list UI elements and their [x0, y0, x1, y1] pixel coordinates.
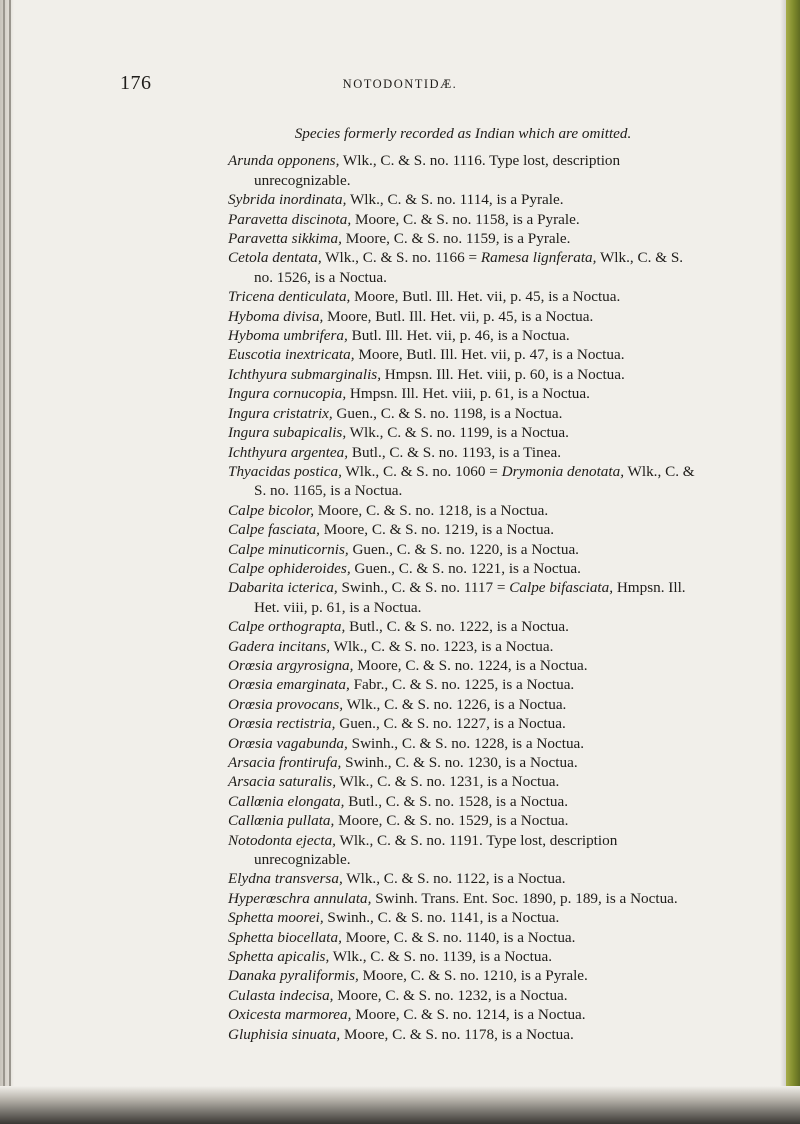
species-reference: Moore, C. & S. no. 1529, is a Noctua.	[334, 812, 569, 830]
species-name: Notodonta ejecta,	[228, 831, 336, 849]
species-name: Euscotia inextricata,	[228, 346, 355, 364]
species-name: Orœsia vagabunda,	[228, 734, 348, 752]
species-name: Hyperœschra annulata,	[228, 889, 372, 907]
species-entry	[228, 384, 698, 403]
species-reference: Swinh., C. & S. no. 1141, is a Noctua.	[323, 909, 560, 927]
species-reference: Moore, Butl. Ill. Het. vii, p. 45, is a Noctua.	[323, 307, 594, 325]
species-list	[228, 151, 698, 1044]
species-entry	[228, 908, 698, 927]
species-name: Elydna transversa,	[228, 870, 343, 888]
species-name: Ichthyura argentea,	[228, 443, 349, 461]
species-entry	[228, 404, 698, 423]
species-reference: Hmpsn. Ill. Het. viii, p. 61, is a Noctua.	[346, 385, 590, 403]
species-entry	[228, 190, 698, 209]
species-entry	[228, 889, 698, 908]
species-reference: Moore, Butl. Ill. Het. vii, p. 47, is a Noctua.	[354, 346, 625, 364]
species-entry	[228, 540, 698, 559]
species-entry	[228, 151, 698, 190]
species-reference: Wlk., C. & S. no. 1199, is a Noctua.	[346, 424, 569, 442]
synonym-name: Drymonia denotata,	[501, 462, 625, 480]
species-entry	[228, 617, 698, 636]
species-entry	[228, 229, 698, 248]
species-reference: Butl., C. & S. no. 1193, is a Tinea.	[348, 443, 561, 461]
species-reference: Swinh., C. & S. no. 1117 =	[337, 579, 510, 597]
species-name: Hyboma divisa,	[228, 307, 324, 325]
species-name: Arunda opponens,	[228, 152, 340, 170]
species-reference: Moore, C. & S. no. 1232, is a Noctua.	[333, 986, 568, 1004]
section-heading: Species formerly recorded as Indian which are omitted.	[294, 125, 632, 142]
species-reference: Guen., C. & S. no. 1220, is a Noctua.	[348, 540, 579, 558]
species-reference: Moore, C. & S. no. 1224, is a Noctua.	[353, 656, 588, 674]
synonym-reference: Wlk., C. & S. no. 1165, is a Noctua.	[254, 462, 695, 500]
species-name: Paravetta discinota,	[228, 210, 352, 228]
species-reference: Guen., C. & S. no. 1221, is a Noctua.	[350, 559, 581, 577]
species-name: Callœnia elongata,	[228, 792, 345, 810]
species-reference: Swinh., C. & S. no. 1228, is a Noctua.	[347, 734, 585, 752]
synonym-name: Ramesa lignferata,	[480, 249, 597, 267]
species-name: Gadera incitans,	[228, 637, 331, 655]
species-reference: Wlk., C. & S. no. 1191. Type lost, description unrecognizable.	[254, 831, 618, 869]
running-head: NOTODONTIDÆ.	[342, 77, 458, 91]
species-reference: Moore, C. & S. no. 1210, is a Pyrale.	[358, 967, 588, 985]
species-entry	[228, 947, 698, 966]
synonym-reference: Hmpsn. Ill. Het. viii, p. 61, is a Noctua.	[254, 579, 686, 616]
bottom-shadow-bar	[0, 1086, 800, 1124]
species-entry	[228, 559, 698, 578]
species-reference: Wlk., C. & S. no. 1231, is a Noctua.	[336, 773, 560, 791]
species-name: Orœsia emarginata,	[228, 676, 350, 694]
species-reference: Wlk., C. & S. no. 1114, is a Pyrale.	[346, 191, 564, 209]
synonym-reference: Wlk., C. & S. no. 1526, is a Noctua.	[254, 249, 684, 286]
species-reference: Butl., C. & S. no. 1528, is a Noctua.	[344, 792, 569, 810]
species-name: Danaka pyraliformis,	[228, 967, 359, 985]
species-name: Calpe bicolor,	[228, 501, 315, 519]
species-name: Gluphisia sinuata,	[228, 1025, 341, 1043]
species-name: Ingura cristatrix,	[228, 404, 333, 422]
species-reference: Butl. Ill. Het. vii, p. 46, is a Noctua.	[347, 327, 570, 345]
gutter-line	[9, 0, 11, 1124]
species-entry	[228, 869, 698, 888]
species-entry	[228, 637, 698, 656]
species-reference: Fabr., C. & S. no. 1225, is a Noctua.	[349, 676, 575, 694]
binding-gutter	[0, 0, 14, 1124]
species-entry	[228, 326, 698, 345]
species-reference: Moore, C. & S. no. 1218, is a Noctua.	[314, 501, 549, 519]
species-entry	[228, 462, 698, 501]
species-reference: Moore, C. & S. no. 1178, is a Noctua.	[340, 1025, 574, 1043]
species-entry	[228, 734, 698, 753]
species-reference: Moore, C. & S. no. 1158, is a Pyrale.	[351, 210, 580, 228]
species-entry	[228, 675, 698, 694]
species-name: Orœsia provocans,	[228, 695, 344, 713]
species-reference: Wlk., C. & S. no. 1139, is a Noctua.	[329, 948, 552, 966]
species-name: Thyacidas postica,	[228, 462, 342, 480]
page-content	[228, 124, 698, 1044]
species-entry	[228, 520, 698, 539]
species-entry	[228, 307, 698, 326]
species-reference: Wlk., C. & S. no. 1166 =	[321, 249, 481, 267]
species-entry	[228, 792, 698, 811]
species-reference: Guen., C. & S. no. 1227, is a Noctua.	[335, 715, 566, 733]
species-reference: Moore, C. & S. no. 1219, is a Noctua.	[319, 521, 555, 539]
species-entry	[228, 695, 698, 714]
species-entry	[228, 210, 698, 229]
species-name: Cetola dentata,	[228, 249, 322, 267]
species-name: Hyboma umbrifera,	[228, 327, 348, 345]
species-entry	[228, 501, 698, 520]
species-reference: Wlk., C. & S. no. 1116. Type lost, description unrecognizable.	[254, 152, 621, 189]
page-edge-strip	[786, 0, 800, 1124]
species-reference: Wlk., C. & S. no. 1060 =	[341, 462, 502, 480]
species-entry	[228, 831, 698, 870]
species-name: Ingura subapicalis,	[228, 424, 347, 442]
species-entry	[228, 248, 698, 287]
species-reference: Moore, Butl. Ill. Het. vii, p. 45, is a Noctua.	[350, 288, 621, 306]
species-entry	[228, 966, 698, 985]
species-entry	[228, 928, 698, 947]
species-entry	[228, 1005, 698, 1024]
species-name: Dabarita icterica,	[228, 579, 338, 597]
species-reference: Wlk., C. & S. no. 1226, is a Noctua.	[343, 695, 567, 713]
species-name: Orœsia argyrosigna,	[228, 656, 354, 674]
species-name: Sphetta biocellata,	[228, 928, 342, 946]
species-name: Tricena denticulata,	[228, 288, 351, 306]
species-name: Ichthyura submarginalis,	[228, 365, 381, 383]
synonym-name: Calpe bifasciata,	[509, 579, 614, 597]
species-name: Sphetta apicalis,	[228, 948, 330, 966]
species-name: Ingura cornucopia,	[228, 385, 347, 403]
species-entry	[228, 986, 698, 1005]
species-name: Sybrida inordinata,	[228, 191, 347, 209]
species-name: Sphetta moorei,	[228, 909, 324, 927]
species-entry	[228, 287, 698, 306]
page-header	[120, 72, 680, 100]
species-reference: Guen., C. & S. no. 1198, is a Noctua.	[332, 404, 563, 422]
species-entry	[228, 714, 698, 733]
species-entry	[228, 772, 698, 791]
species-reference: Hmpsn. Ill. Het. viii, p. 60, is a Noctua.	[381, 365, 625, 383]
species-reference: Moore, C. & S. no. 1214, is a Noctua.	[351, 1006, 586, 1024]
species-entry	[228, 811, 698, 830]
species-name: Arsacia frontirufa,	[228, 754, 342, 771]
species-name: Calpe fasciata,	[228, 521, 320, 539]
species-reference: Swinh., C. & S. no. 1230, is a Noctua.	[341, 754, 578, 771]
page-number: 176	[120, 72, 152, 94]
species-entry	[228, 443, 698, 462]
species-reference: Moore, C. & S. no. 1140, is a Noctua.	[341, 928, 576, 946]
species-name: Calpe minuticornis,	[228, 540, 349, 558]
species-entry	[228, 753, 698, 772]
species-entry	[228, 365, 698, 384]
species-name: Paravetta sikkima,	[228, 230, 342, 248]
species-reference: Moore, C. & S. no. 1159, is a Pyrale.	[341, 230, 571, 248]
species-name: Oxicesta marmorea,	[228, 1006, 352, 1024]
species-entry	[228, 578, 698, 617]
species-entry	[228, 423, 698, 442]
species-reference: Butl., C. & S. no. 1222, is a Noctua.	[345, 618, 569, 636]
species-name: Arsacia saturalis,	[228, 773, 337, 791]
species-name: Culasta indecisa,	[228, 986, 334, 1004]
species-name: Calpe ophideroides,	[228, 559, 351, 577]
species-entry	[228, 656, 698, 675]
species-name: Orœsia rectistria,	[228, 715, 336, 733]
gutter-line	[3, 0, 5, 1124]
species-name: Calpe orthograpta,	[228, 618, 346, 636]
species-reference: Wlk., C. & S. no. 1223, is a Noctua.	[330, 637, 554, 655]
species-name: Callœnia pullata,	[228, 812, 335, 830]
species-reference: Swinh. Trans. Ent. Soc. 1890, p. 189, is a Noctua.	[371, 889, 678, 907]
species-entry	[228, 345, 698, 364]
species-entry	[228, 1025, 698, 1044]
species-reference: Wlk., C. & S. no. 1122, is a Noctua.	[342, 870, 566, 888]
